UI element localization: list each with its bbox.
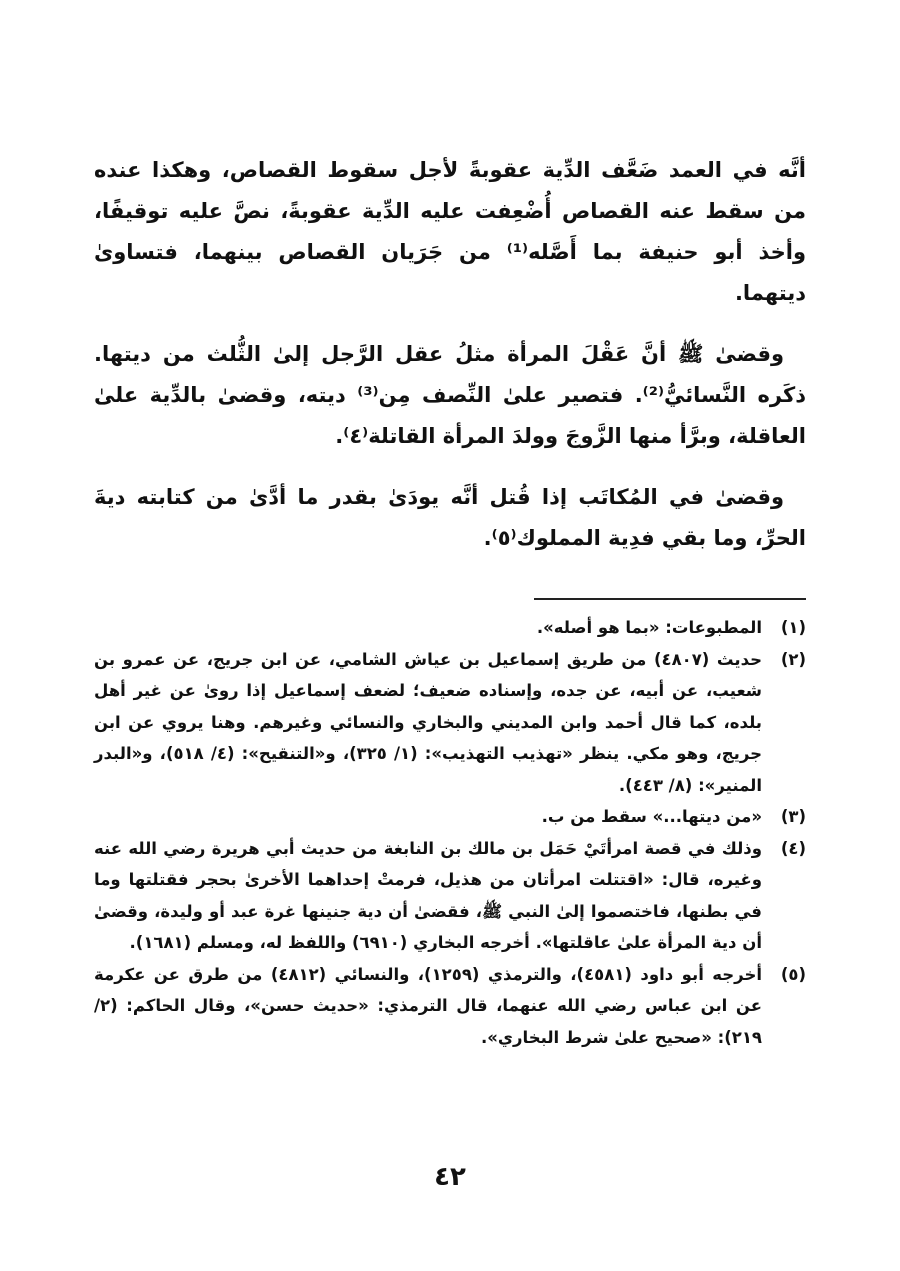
footnotes [94,612,806,1053]
page-number: ٤٢ [434,1162,466,1192]
footnote-number: (٢) [780,649,806,669]
paragraph: وقضىٰ في المُكاتَب إذا قُتل أنَّه يودَىٰ بقدر ما أدَّىٰ من كتابته ديةَ الحرِّ، وما بقي فدِية المملوك⁽٥⁾. [94,485,806,550]
footnote-text: حديث (٤٨٠٧) من طريق إسماعيل بن عياش الشامي، عن ابن جريج، عن عمرو بن شعيب، عن أبيه، عن جده، وإسناده ضعيف؛ لضعف إسماعيل إذا روىٰ عن غير أهل بلده، كما قال أحمد وابن المديني والبخاري والنسائي وغيرهم. وهنا يروي عن ابن جريج، وهو مكي. ينظر «تهذيب التهذيب»: (١/ ٣٢٥)، و«التنقيح»: (٤/ ٥١٨)، و«البدر المنير»: (٨/ ٤٤٣). [94,649,762,795]
footnote-divider [534,598,806,600]
footnote [94,644,806,802]
footnote-text: «من ديتها...» سقط من ب. [541,807,762,826]
footnote-text: أخرجه أبو داود (٤٥٨١)، والترمذي (١٢٥٩)، والنسائي (٤٨١٢) من طرق عن عكرمة عن ابن عباس رضي الله عنهما، قال الترمذي: «حديث حسن»، وقال الحاكم: (٢/ ٢١٩): «صحيح علىٰ شرط البخاري». [94,964,762,1047]
footnote-number: (٥) [780,964,806,984]
footnote-text: المطبوعات: «بما هو أصله». [536,618,762,637]
paragraph: وقضىٰ ﷺ أنَّ عَقْلَ المرأة مثلُ عقل الرَّجل إلىٰ الثُّلث من ديتها. ذكَره النَّسائيُّ⁽²⁾. فتصير علىٰ النِّصف مِن⁽³⁾ ديته، وقضىٰ بالدِّية علىٰ العاقلة، وبرَّأ منها الزَّوجَ وولدَ المرأة القاتلة⁽٤⁾. [94,342,806,448]
footnote-number: (٣) [780,807,806,826]
main-text-body [94,150,806,579]
footnote-number: (٤) [780,838,806,858]
footnote [94,959,806,1054]
footnote [94,801,806,833]
footnote-text: وذلك في قصة امرأتَيْ حَمَل بن مالك بن النابغة من حديث أبي هريرة رضي الله عنه وغيره، قال: «اقتتلت امرأتان من هذيل، فرمتْ إحداهما الأخرىٰ بحجر فقتلتها وما في بطنها، فاختصموا إلىٰ النبي ﷺ، فقضىٰ أن دية جنينها غرة عبد أو وليدة، وقضىٰ أن دية المرأة علىٰ عاقلتها». أخرجه البخاري (٦٩١٠) واللفظ له، ومسلم (١٦٨١). [94,838,762,952]
footnote [94,833,806,959]
footnote-number: (١) [780,618,806,637]
footnote [94,612,806,644]
paragraph: أنَّه في العمد ضَعَّف الدِّية عقوبةً لأجل سقوط القصاص، وهكذا عنده من سقط عنه القصاص أُضْعِفت عليه الدِّية عقوبةً، نصَّ عليه توقيفًا، وأخذ أبو حنيفة بما أَصَّله⁽¹⁾ من جَرَيان القصاص بينهما، فتساوىٰ ديتهما. [94,158,806,305]
